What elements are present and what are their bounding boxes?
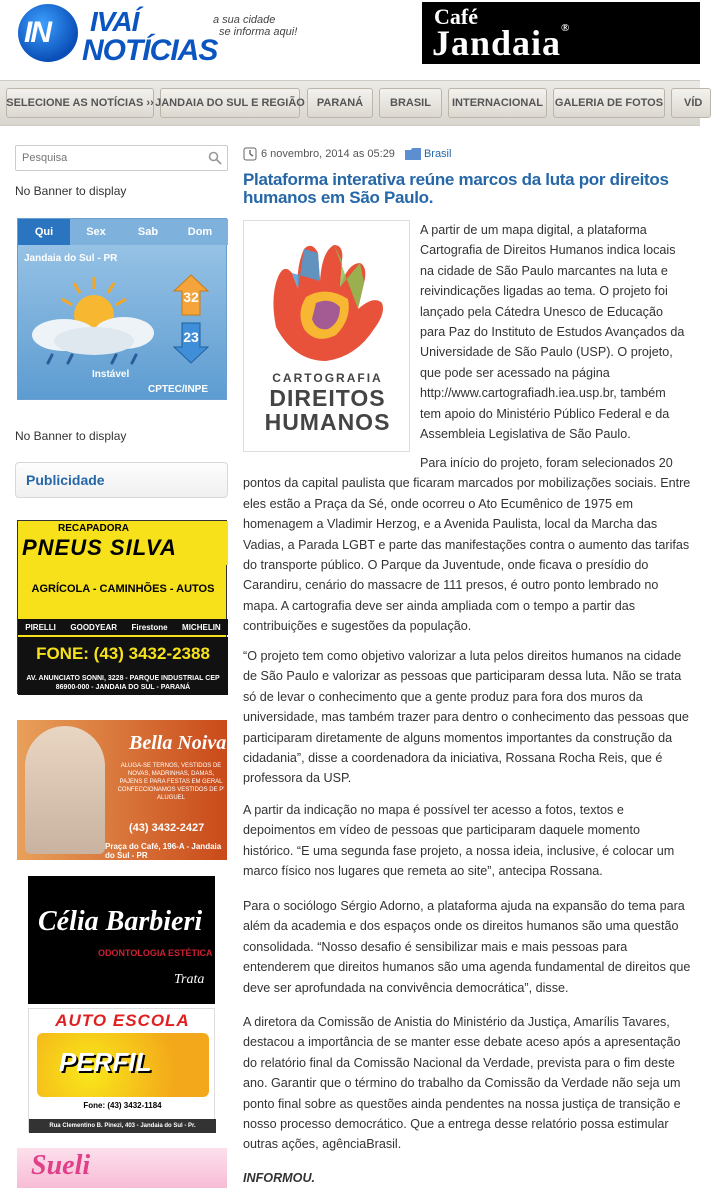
weather-max-temp: 32 bbox=[174, 275, 208, 315]
hand-map-icon bbox=[256, 237, 398, 369]
ad3-sub: ODONTOLOGIA ESTÉTICA bbox=[98, 948, 213, 958]
logo-tagline: a sua cidade se informa aqui! bbox=[213, 14, 298, 38]
weather-day-tabs bbox=[18, 219, 228, 245]
image-text-1: CARTOGRAFIA bbox=[272, 371, 383, 385]
cartografia-logo-image bbox=[243, 220, 410, 452]
nav-jandaia-do-sul[interactable]: JANDAIA DO SUL E REGIÃO bbox=[160, 88, 300, 118]
article-paragraph-1: A partir de um mapa digital, a plataforma Cartografia de Direitos Humanos indica locais na cidade de São Paulo marcantes na luta e reivindicações ligadas ao tema. O projeto foi lançado pela Cátedra Unesco de Educação para Paz do Instituto de Estudos Avançados da Universidade de São Paulo (USP). O projeto, que pode ser acessado na página http://www.cartografiadh.iea.usp.br, também tem apoio do Ministério Público Federal e da Assembleia Legislativa de São Paulo. bbox=[420, 223, 685, 442]
nav-parana[interactable]: PARANÁ bbox=[307, 88, 373, 118]
ad1-line: AGRÍCOLA - CAMINHÕES - AUTOS bbox=[31, 583, 215, 595]
ad-celia-barbieri[interactable] bbox=[28, 876, 215, 1004]
ad1-address: AV. ANUNCIATO SONNI, 3228 - PARQUE INDUSTRIAL CEP 86900-000 - JANDAIA DO SUL - PARANÁ bbox=[18, 671, 228, 695]
nav-internacional[interactable]: INTERNACIONAL bbox=[448, 88, 547, 118]
bride-photo bbox=[25, 726, 105, 854]
logo-ivai-text: IVAÍ bbox=[90, 6, 139, 37]
search-icon[interactable] bbox=[208, 151, 222, 165]
article-paragraph-2: Para início do projeto, foram selecionados 20 pontos da capital paulista que ficaram marcados por mobilizações sociais. Entre eles estão a Praça da Sé, onde ocorreu o Ato Ecumênico de 1975 em homenagem a Vladimir Herzog, e a Avenida Paulista, local da Marcha das Vadias, a Parada LGBT e parte das manifestações contra o aumento das tarifas do transporte público. O Parque da Juventude, onde ficava o presídio do Carandiru, cenário do massacre de 111 presos, é outro ponto lembrado no mapa. A cartografia deve ser ainda ampliada com o tempo a partir das contribuições e sugestões da população. bbox=[243, 456, 691, 634]
publicidade-title: Publicidade bbox=[26, 472, 105, 488]
ad5-name: Sueli bbox=[31, 1150, 91, 1181]
weather-widget bbox=[17, 218, 227, 400]
weather-source[interactable]: CPTEC/INPE bbox=[148, 384, 209, 395]
site-logo[interactable] bbox=[18, 4, 298, 70]
ad2-name: Bella Noiva bbox=[129, 732, 227, 754]
article-paragraph-3: “O projeto tem como objetivo valorizar a luta pelos direitos humanos na cidade de São Paulo e valorizar as pessoas que participaram dessa luta. Não se trata só de levar o conhecimento que a gente produz para fora dos muros da universidade, mas também trazer para dentro o conhecimento das pessoas que participaram diretamente de alguns momentos importantes da construção da cidadania”, disse a coordenadora da iniciativa, Rossana Rocha Reis, que é professora da USP. bbox=[243, 649, 689, 786]
ad2-desc: ALUGA-SE TERNOS, VESTIDOS DE NOVAS, MADRINHAS, DAMAS, PAJENS E PARA FESTAS EM GERAL CONFECCIONAMOS VESTIDOS DE P' ALUGUEL bbox=[117, 763, 225, 801]
ad1-top-label: RECAPADORA bbox=[58, 523, 129, 534]
banner-line-1: Café bbox=[434, 4, 478, 29]
search-box bbox=[15, 145, 228, 171]
image-text-2: DIREITOS bbox=[269, 385, 386, 411]
nav-brasil[interactable]: BRASIL bbox=[379, 88, 442, 118]
ad1-phone: FONE: (43) 3432-2388 bbox=[18, 637, 228, 671]
article-date: 6 novembro, 2014 as 05:29 bbox=[261, 148, 395, 160]
ad4-name: PERFIL bbox=[59, 1047, 152, 1077]
article-paragraph-5: Para o sociólogo Sérgio Adorno, a plataforma ajuda na expansão do tema para além da academia e dos espaços onde os direitos humanos são uma questão consolidada. “Nosso desafio é sensibilizar mais e mais pessoas para entenderem que direitos humanos são uma agenda fundamental de direitos que deve ser aprofundada na convivência democrática”, disse. bbox=[243, 899, 691, 995]
folder-icon bbox=[405, 148, 421, 160]
ad4-phone: Fone: (43) 3432-1184 bbox=[83, 1101, 162, 1110]
article-category-link[interactable]: Brasil bbox=[423, 148, 452, 160]
publicidade-header bbox=[15, 462, 228, 498]
ad2-phone: (43) 3432-2427 bbox=[129, 822, 205, 834]
logo-noticias-text: NOTÍCIAS bbox=[82, 34, 218, 67]
article-meta bbox=[243, 146, 451, 162]
weather-tab-sab[interactable]: Sab bbox=[137, 226, 159, 238]
weather-tab-qui[interactable]: Qui bbox=[18, 219, 70, 245]
ad-bella-noiva[interactable] bbox=[17, 720, 227, 860]
article-paragraph-4: A partir da indicação no mapa é possível ter acesso a fotos, textos e depoimentos em vídeo de pessoas que participaram daquele momento histórico. “E uma segunda fase projeto, a nossa ideia, inclusive, é colocar um marco físico nos lugares que remeta ao site”, antecipa Rossana. bbox=[243, 803, 675, 879]
ad3-name: Célia Barbieri bbox=[38, 906, 203, 937]
banner-line-2: Jandaia® bbox=[432, 22, 571, 63]
ad4-address: Rua Clementino B. Pinezi, 403 - Jandaia do Sul - Pr. bbox=[29, 1119, 216, 1133]
ad1-brands: PIRELLI GOODYEAR Firestone MICHELIN bbox=[18, 619, 228, 635]
ad2-address: Praça do Café, 196-A - Jandaia do Sul - PR bbox=[105, 842, 222, 860]
article-title[interactable]: Plataforma interativa reúne marcos da luta por direitos humanos em São Paulo. bbox=[243, 170, 669, 207]
sun-cloud-rain-icon bbox=[24, 269, 164, 369]
nav-galeria-de-fotos[interactable]: GALERIA DE FOTOS bbox=[553, 88, 665, 118]
ad-pneus-silva[interactable] bbox=[17, 520, 227, 694]
ad-sueli[interactable] bbox=[17, 1148, 227, 1188]
weather-condition: Instável bbox=[92, 369, 130, 380]
clock-icon bbox=[243, 147, 257, 161]
weather-city: Jandaia do Sul - PR bbox=[24, 253, 118, 264]
ad3-tail: Trata bbox=[174, 972, 205, 987]
weather-tab-dom[interactable]: Dom bbox=[187, 226, 213, 238]
site-header bbox=[0, 0, 700, 80]
ad1-name: PNEUS SILVA bbox=[22, 535, 177, 560]
search-input[interactable] bbox=[16, 146, 196, 170]
cafe-jandaia-banner[interactable] bbox=[422, 2, 700, 64]
logo-in-text: IN bbox=[24, 16, 50, 49]
article-paragraph-7: INFORMOU. bbox=[243, 1171, 316, 1185]
article-paragraph-6: A diretora da Comissão de Anistia do Ministério da Justiça, Amarílis Tavares, destacou a importância de se manter esse debate aceso após a apresentação do relatório final da Comissão Nacional da Verdade, prevista para o fim deste ano. Garantir que o término do trabalho da Comissão da Verdade não seja um ponto final sobre as questões ainda pendentes na nossa justiça de transição e nosso processo democrático. Que a entrega desse relatório possa estimular outras ações, agênciaBrasil. bbox=[243, 1015, 681, 1152]
ad4-title: AUTO ESCOLA bbox=[55, 1011, 190, 1030]
image-text-3: HUMANOS bbox=[264, 409, 391, 435]
main-nav bbox=[0, 80, 703, 126]
weather-min-temp: 23 bbox=[174, 323, 208, 363]
no-banner-text-2: No Banner to display bbox=[15, 429, 127, 443]
no-banner-text: No Banner to display bbox=[15, 184, 127, 198]
weather-tab-sex[interactable]: Sex bbox=[86, 226, 106, 238]
nav-select-news[interactable]: SELECIONE AS NOTÍCIAS ›› bbox=[6, 88, 154, 118]
nav-videos[interactable]: VÍD bbox=[671, 88, 711, 118]
ad-auto-escola-perfil[interactable] bbox=[28, 1008, 215, 1132]
